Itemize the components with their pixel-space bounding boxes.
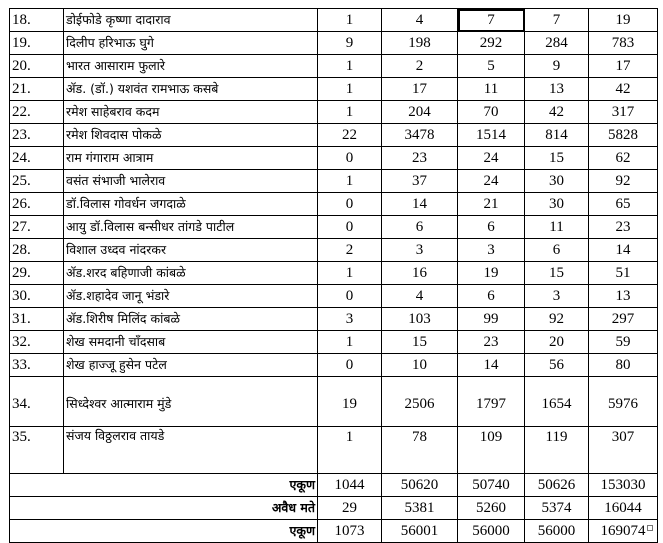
vote-count-3: 21 [458, 193, 525, 216]
vote-count-2: 78 [382, 427, 458, 474]
serial-number: 25. [10, 170, 64, 193]
vote-total: 62 [589, 147, 658, 170]
vote-count-1: 0 [318, 285, 382, 308]
vote-count-3: 19 [458, 262, 525, 285]
vote-count-4: 1654 [525, 377, 589, 427]
vote-count-2: 6 [382, 216, 458, 239]
vote-count-table [9, 8, 658, 543]
grand-total: 153030 [589, 474, 658, 497]
candidate-name: डॉ.विलास गोवर्धन जगदाळे [64, 193, 318, 216]
vote-count-2: 2506 [382, 377, 458, 427]
candidate-name: ॲड. (डॉ.) यशवंत रामभाऊ कसबे [64, 78, 318, 101]
total-count-1: 1044 [318, 474, 382, 497]
total-row [10, 520, 658, 543]
vote-count-4: 284 [525, 32, 589, 55]
vote-count-3: 3 [458, 239, 525, 262]
candidate-name: दिलीप हरिभाऊ घुगे [64, 32, 318, 55]
candidate-name: डोईफोडे कृष्णा दादाराव [64, 9, 318, 32]
serial-number: 29. [10, 262, 64, 285]
vote-count-1: 1 [318, 78, 382, 101]
serial-number: 23. [10, 124, 64, 147]
candidate-name: शेख समदानी चाँदसाब [64, 331, 318, 354]
table-row [10, 124, 658, 147]
vote-total: 80 [589, 354, 658, 377]
vote-count-1: 1 [318, 331, 382, 354]
table-row [10, 285, 658, 308]
vote-total: 5828 [589, 124, 658, 147]
vote-total: 317 [589, 101, 658, 124]
total-count-3: 50740 [458, 474, 525, 497]
vote-count-3: 14 [458, 354, 525, 377]
vote-count-4: 9 [525, 55, 589, 78]
vote-count-1: 0 [318, 354, 382, 377]
vote-total: 307 [589, 427, 658, 474]
vote-count-3: 11 [458, 78, 525, 101]
candidate-name: ॲड.शिरीष मिलिंद कांबळे [64, 308, 318, 331]
vote-count-1: 22 [318, 124, 382, 147]
vote-count-4: 7 [525, 9, 589, 32]
total-count-3: 56000 [458, 520, 525, 543]
vote-count-4: 15 [525, 262, 589, 285]
vote-total: 5976 [589, 377, 658, 427]
candidate-name: ॲड.शहादेव जानू भंडारे [64, 285, 318, 308]
candidate-name: आयु डॉ.विलास बन्सीधर तांगडे पाटील [64, 216, 318, 239]
candidate-name: राम गंगाराम आत्राम [64, 147, 318, 170]
serial-number: 32. [10, 331, 64, 354]
total-count-4: 56000 [525, 520, 589, 543]
candidate-name: रमेश शिवदास पोकळे [64, 124, 318, 147]
serial-number: 30. [10, 285, 64, 308]
vote-count-4: 42 [525, 101, 589, 124]
vote-count-3: 1797 [458, 377, 525, 427]
total-count-2: 50620 [382, 474, 458, 497]
vote-count-4: 56 [525, 354, 589, 377]
total-count-2: 56001 [382, 520, 458, 543]
vote-count-3: 6 [458, 216, 525, 239]
vote-count-1: 1 [318, 170, 382, 193]
vote-total: 59 [589, 331, 658, 354]
serial-number: 31. [10, 308, 64, 331]
vote-count-3: 1514 [458, 124, 525, 147]
vote-total: 17 [589, 55, 658, 78]
total-rows [10, 474, 658, 543]
vote-total: 783 [589, 32, 658, 55]
vote-count-4: 15 [525, 147, 589, 170]
vote-count-1: 3 [318, 308, 382, 331]
total-count-1: 29 [318, 497, 382, 520]
table-row [10, 377, 658, 427]
serial-number: 26. [10, 193, 64, 216]
vote-count-4: 6 [525, 239, 589, 262]
table-row [10, 331, 658, 354]
table-resize-handle[interactable] [647, 525, 653, 531]
total-label: अवैध मते [10, 497, 318, 520]
grand-total: 16044 [589, 497, 658, 520]
vote-count-2: 4 [382, 9, 458, 32]
table-row [10, 193, 658, 216]
table-row [10, 170, 658, 193]
vote-total: 23 [589, 216, 658, 239]
vote-count-3: 24 [458, 147, 525, 170]
serial-number: 21. [10, 78, 64, 101]
vote-count-3: 5 [458, 55, 525, 78]
candidate-rows [10, 9, 658, 474]
serial-number: 24. [10, 147, 64, 170]
vote-count-4: 20 [525, 331, 589, 354]
vote-count-1: 2 [318, 239, 382, 262]
candidate-name: सिध्देश्वर आत्माराम मुंडे [64, 377, 318, 427]
vote-total: 65 [589, 193, 658, 216]
vote-count-3: 109 [458, 427, 525, 474]
vote-count-4: 13 [525, 78, 589, 101]
vote-count-1: 19 [318, 377, 382, 427]
vote-count-4: 11 [525, 216, 589, 239]
vote-count-1: 1 [318, 427, 382, 474]
vote-count-2: 4 [382, 285, 458, 308]
vote-count-2: 16 [382, 262, 458, 285]
vote-count-4: 92 [525, 308, 589, 331]
vote-total: 14 [589, 239, 658, 262]
vote-total: 297 [589, 308, 658, 331]
vote-total: 92 [589, 170, 658, 193]
total-label: एकूण [10, 474, 318, 497]
vote-count-3: 7 [458, 9, 525, 32]
vote-count-2: 198 [382, 32, 458, 55]
table-row [10, 147, 658, 170]
vote-count-1: 1 [318, 262, 382, 285]
table-row [10, 55, 658, 78]
vote-count-1: 0 [318, 193, 382, 216]
vote-count-2: 23 [382, 147, 458, 170]
candidate-name: रमेश साहेबराव कदम [64, 101, 318, 124]
vote-count-2: 2 [382, 55, 458, 78]
vote-count-2: 14 [382, 193, 458, 216]
vote-count-2: 3 [382, 239, 458, 262]
total-count-3: 5260 [458, 497, 525, 520]
serial-number: 22. [10, 101, 64, 124]
grand-total: 169074 [589, 520, 658, 543]
serial-number: 18. [10, 9, 64, 32]
total-row [10, 474, 658, 497]
candidate-name: ॲड.शरद बहिणाजी कांबळे [64, 262, 318, 285]
vote-count-3: 292 [458, 32, 525, 55]
vote-count-3: 23 [458, 331, 525, 354]
vote-total: 13 [589, 285, 658, 308]
vote-count-4: 30 [525, 170, 589, 193]
vote-count-3: 70 [458, 101, 525, 124]
vote-count-2: 204 [382, 101, 458, 124]
table-row [10, 32, 658, 55]
vote-count-4: 119 [525, 427, 589, 474]
serial-number: 27. [10, 216, 64, 239]
serial-number: 28. [10, 239, 64, 262]
vote-count-2: 10 [382, 354, 458, 377]
table-row [10, 354, 658, 377]
vote-count-2: 15 [382, 331, 458, 354]
vote-count-1: 1 [318, 55, 382, 78]
table-row [10, 216, 658, 239]
table-row [10, 9, 658, 32]
total-count-2: 5381 [382, 497, 458, 520]
candidate-name: संजय विठ्ठलराव तायडे [64, 427, 318, 474]
table-row [10, 427, 658, 474]
serial-number: 33. [10, 354, 64, 377]
serial-number: 20. [10, 55, 64, 78]
serial-number: 19. [10, 32, 64, 55]
vote-total: 42 [589, 78, 658, 101]
total-count-1: 1073 [318, 520, 382, 543]
total-count-4: 50626 [525, 474, 589, 497]
total-row [10, 497, 658, 520]
vote-count-1: 9 [318, 32, 382, 55]
vote-count-4: 814 [525, 124, 589, 147]
table-row [10, 78, 658, 101]
serial-number: 35. [10, 427, 64, 474]
vote-total: 51 [589, 262, 658, 285]
vote-count-3: 24 [458, 170, 525, 193]
vote-count-3: 6 [458, 285, 525, 308]
total-label: एकूण [10, 520, 318, 543]
vote-count-1: 0 [318, 216, 382, 239]
vote-total: 19 [589, 9, 658, 32]
vote-count-1: 1 [318, 9, 382, 32]
vote-count-2: 103 [382, 308, 458, 331]
total-count-4: 5374 [525, 497, 589, 520]
vote-count-1: 0 [318, 147, 382, 170]
vote-count-4: 30 [525, 193, 589, 216]
candidate-name: भारत आसाराम फुलारे [64, 55, 318, 78]
table-row [10, 308, 658, 331]
table-row [10, 101, 658, 124]
candidate-name: विशाल उध्दव नांदरकर [64, 239, 318, 262]
candidate-name: शेख हाज्जू हुसेन पटेल [64, 354, 318, 377]
vote-count-2: 17 [382, 78, 458, 101]
serial-number: 34. [10, 377, 64, 427]
vote-count-3: 99 [458, 308, 525, 331]
vote-count-2: 37 [382, 170, 458, 193]
candidate-name: वसंत संभाजी भालेराव [64, 170, 318, 193]
vote-count-4: 3 [525, 285, 589, 308]
table-row [10, 239, 658, 262]
vote-count-1: 1 [318, 101, 382, 124]
table-row [10, 262, 658, 285]
vote-count-2: 3478 [382, 124, 458, 147]
